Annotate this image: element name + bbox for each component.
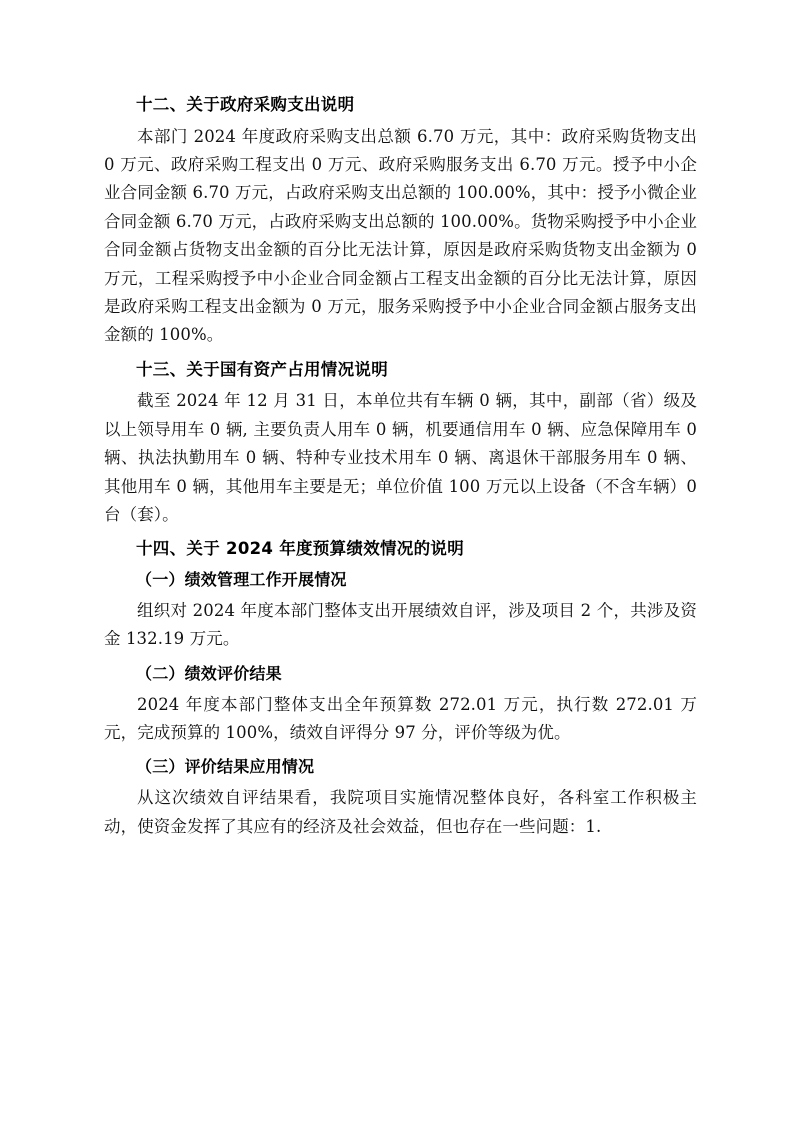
subsection-heading-14-2: （二）绩效评价结果 <box>136 663 282 683</box>
section-13-paragraph-1: 截至 2024 年 12 月 31 日，本单位共有车辆 0 辆，其中，副部（省）级及以上领导用车 0 辆, 主要负责人用车 0 辆，机要通信用车 0 辆、应急保障用车 0 辆、执法执勤用车 0 辆、特种专业技术用车 0 辆、离退休干部服务用车 0 辆、其他用车 0 辆，其他用车主要是无；单位价值 100 万元以上设备（不含车辆）0 台（套）。 <box>104 391 697 524</box>
spacer <box>104 529 697 536</box>
subsection-14-3-paragraph-1: 从这次绩效自评结果看，我院项目实施情况整体良好，各科室工作积极主动，使资金发挥了其应有的经济及社会效益，但也存在一些问题：1. <box>104 788 697 836</box>
subsection-14-2-paragraph-1: 2024 年度本部门整体支出全年预算数 272.01 万元，执行数 272.01 万元，完成预算的 100%，绩效自评得分 97 分，评价等级为优。 <box>104 694 697 742</box>
section-heading-14: 十四、关于 2024 年度预算绩效情况的说明 <box>136 539 465 559</box>
spacer <box>104 350 697 357</box>
spacer <box>104 654 697 661</box>
subsection-heading-14-1: （一）绩效管理工作开展情况 <box>136 570 347 590</box>
subsection-heading-14-3: （三）评价结果应用情况 <box>136 757 315 777</box>
spacer <box>104 747 697 754</box>
section-heading-13: 十三、关于国有资产占用情况说明 <box>136 359 388 379</box>
section-heading-12: 十二、关于政府采购支出说明 <box>136 95 355 114</box>
document-body <box>104 92 697 841</box>
subsection-14-1-paragraph-1: 组织对 2024 年度本部门整体支出开展绩效自评，涉及项目 2 个，共涉及资金 132.19 万元。 <box>104 600 697 649</box>
section-12-paragraph-1: 本部门 2024 年度政府采购支出总额 6.70 万元，其中：政府采购货物支出 0 万元、政府采购工程支出 0 万元、政府采购服务支出 6.70 万元。授予中小企业合同金额 6.70 万元，占政府采购支出总额的 100.00%，其中：授予小微企业合同金额 6.70 万元，占政府采购支出总额的 100.00%。货物采购授予中小企业合同金额占货物支出金额的百分比无法计算，原因是政府采购货物支出金额为 0 万元，工程采购授予中小企业合同金额占工程支出金额的百分比无法计算，原因是政府采购工程支出金额为 0 万元，服务采购授予中小企业合同金额占服务支出金额的 100%。 <box>104 126 697 345</box>
